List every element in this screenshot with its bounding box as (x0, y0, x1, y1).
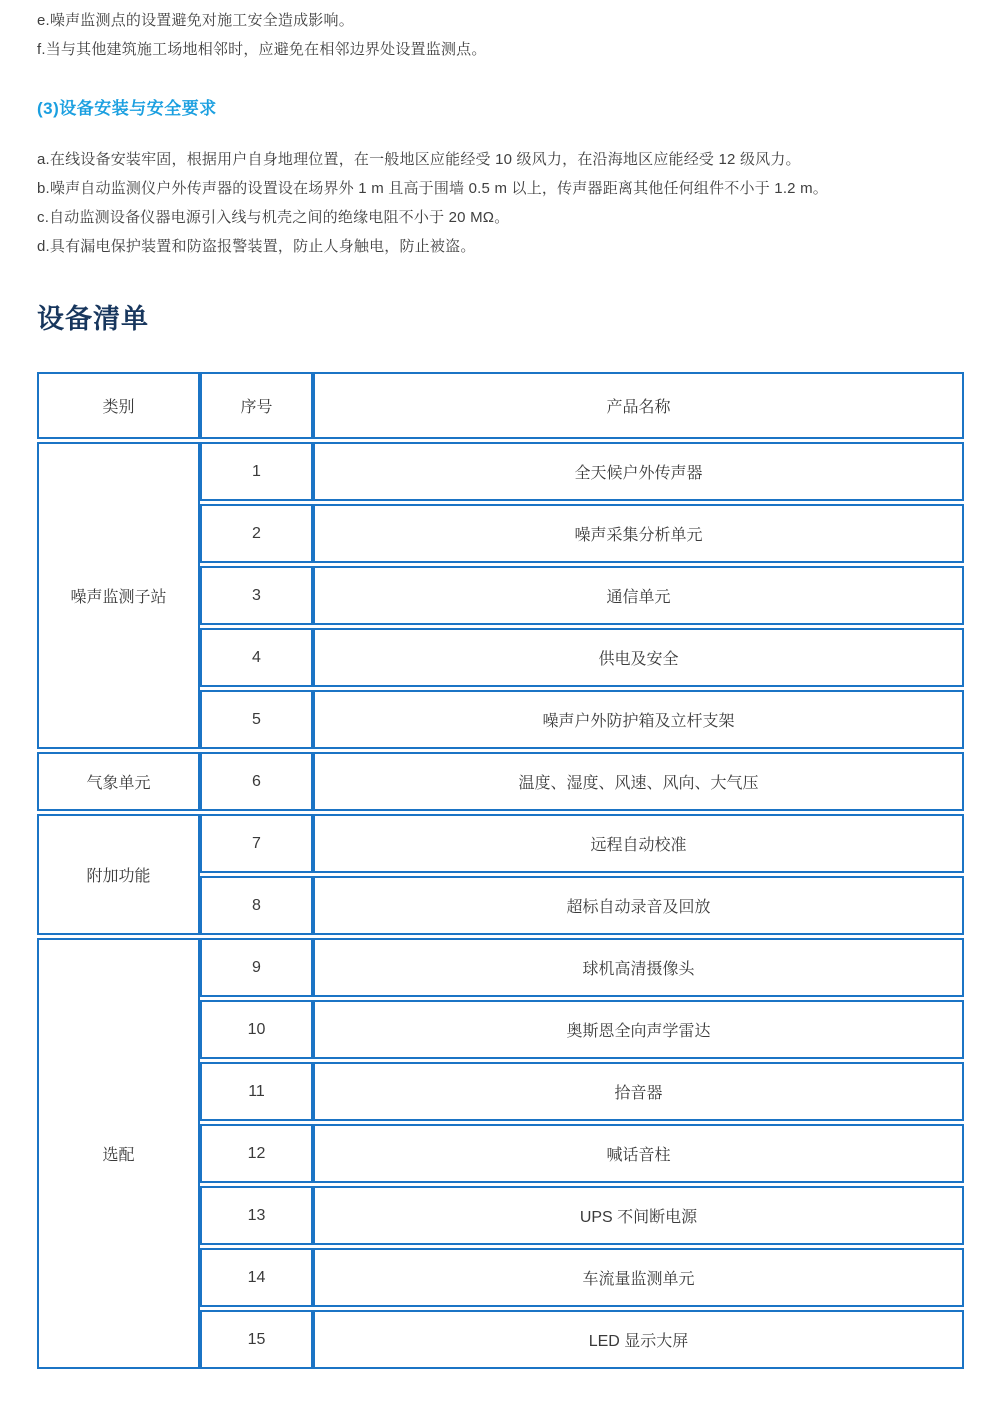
equipment-table-body (37, 442, 964, 1369)
section-heading: (3)设备安装与安全要求 (37, 99, 217, 118)
table-row (37, 938, 964, 997)
category-cell: 气象单元 (37, 752, 200, 811)
product-name-cell: 供电及安全 (313, 628, 964, 687)
row-number-cell: 15 (200, 1310, 313, 1369)
intro-paragraph-e: e.噪声监测点的设置避免对施工安全造成影响。 (37, 12, 354, 29)
product-name-cell: 噪声户外防护箱及立杆支架 (313, 690, 964, 749)
product-name-cell: 车流量监测单元 (313, 1248, 964, 1307)
header-cell-number: 序号 (200, 372, 313, 439)
intro-paragraph-f: f.当与其他建筑施工场地相邻时，应避免在相邻边界处设置监测点。 (37, 41, 487, 58)
header-cell-category: 类别 (37, 372, 200, 439)
table-header-row (37, 372, 964, 439)
product-name-cell: 奥斯恩全向声学雷达 (313, 1000, 964, 1059)
product-name-cell: 通信单元 (313, 566, 964, 625)
requirement-paragraph-b: b.噪声自动监测仪户外传声器的设置设在场界外 1 m 且高于围墙 0.5 m 以上，传声器距离其他任何组件不小于 1.2 m。 (37, 180, 828, 197)
category-cell: 噪声监测子站 (37, 442, 200, 749)
row-number-cell: 3 (200, 566, 313, 625)
row-number-cell: 5 (200, 690, 313, 749)
requirement-paragraph-a: a.在线设备安装牢固，根据用户自身地理位置，在一般地区应能经受 10 级风力，在沿海地区应能经受 12 级风力。 (37, 151, 801, 168)
row-number-cell: 1 (200, 442, 313, 501)
product-name-cell: 远程自动校准 (313, 814, 964, 873)
equipment-table (37, 369, 964, 1372)
row-number-cell: 6 (200, 752, 313, 811)
product-name-cell: 拾音器 (313, 1062, 964, 1121)
requirement-paragraph-c: c.自动监测设备仪器电源引入线与机壳之间的绝缘电阻不小于 20 MΩ。 (37, 209, 510, 226)
row-number-cell: 9 (200, 938, 313, 997)
product-name-cell: 温度、湿度、风速、风向、大气压 (313, 752, 964, 811)
product-name-cell: 球机高清摄像头 (313, 938, 964, 997)
product-name-cell: 超标自动录音及回放 (313, 876, 964, 935)
row-number-cell: 12 (200, 1124, 313, 1183)
row-number-cell: 13 (200, 1186, 313, 1245)
table-row (37, 442, 964, 501)
row-number-cell: 4 (200, 628, 313, 687)
product-name-cell: LED 显示大屏 (313, 1310, 964, 1369)
header-cell-product: 产品名称 (313, 372, 964, 439)
category-cell: 选配 (37, 938, 200, 1369)
equipment-table-head (37, 372, 964, 439)
row-number-cell: 8 (200, 876, 313, 935)
row-number-cell: 2 (200, 504, 313, 563)
product-name-cell: 全天候户外传声器 (313, 442, 964, 501)
row-number-cell: 11 (200, 1062, 313, 1121)
equipment-list-title: 设备清单 (37, 304, 149, 334)
product-name-cell: 噪声采集分析单元 (313, 504, 964, 563)
row-number-cell: 10 (200, 1000, 313, 1059)
product-name-cell: 喊话音柱 (313, 1124, 964, 1183)
row-number-cell: 14 (200, 1248, 313, 1307)
table-row (37, 814, 964, 873)
table-row (37, 752, 964, 811)
product-name-cell: UPS 不间断电源 (313, 1186, 964, 1245)
category-cell: 附加功能 (37, 814, 200, 935)
row-number-cell: 7 (200, 814, 313, 873)
requirement-paragraph-d: d.具有漏电保护装置和防盗报警装置，防止人身触电，防止被盗。 (37, 238, 476, 255)
